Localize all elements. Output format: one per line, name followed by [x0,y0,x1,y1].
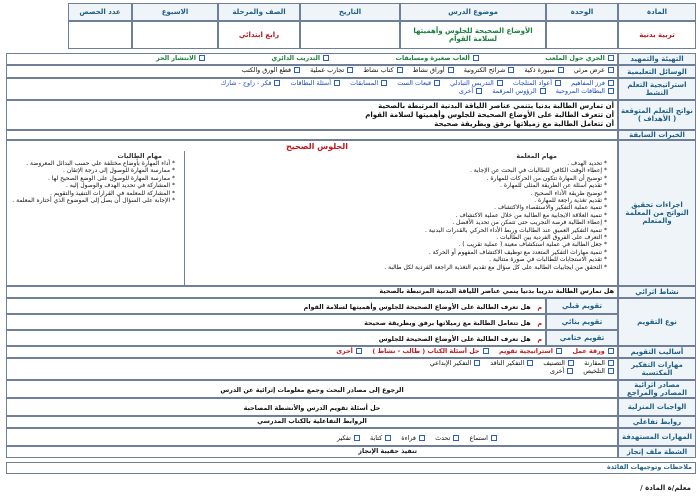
eval-type: تقويم قبلي [546,298,618,314]
activity-text: هل تمارس الطالبة تدريبا بدنيا ينمي عناصر اللياقة البدنية المرتبطة بالصحية [6,286,618,298]
eval-style-item: حل أسئلة الكتاب ( طالب - نشاط ) [372,347,480,355]
skill-item: المقارنة [584,359,605,367]
strategy-item: الرؤوس المرقمة [492,86,537,95]
aids-label: الوسائل التعليمية [618,65,696,78]
periods-value [68,21,132,49]
teacher-task-item: * توضيح أن المهارة تتكون من الحركات للمهارة . [486,174,607,182]
file-activity-text: تنفيذ حقيبة الإنجاز [6,446,618,458]
skill-item: التصنيف [543,359,565,367]
student-tasks [11,160,181,204]
strategy-item: أسئلة البطاقات [290,79,332,87]
teacher-task-item: * التعرف على الفروق الفردية بين الطالبات . [496,234,607,242]
check-icon[interactable] [567,368,573,374]
warmup-option: ألعاب صغيرة ومسابقات [395,54,470,62]
check-icon[interactable] [608,348,614,354]
check-icon[interactable] [491,435,497,441]
header-unit-label: الوحدة [546,3,618,21]
check-icon[interactable] [608,67,614,73]
check-icon[interactable] [199,55,205,61]
teacher-task-item: * تحديد الهدف . [567,160,607,167]
evaluation-label: نوع التقويم [618,298,696,346]
aid-item: قطع الورق والكتب [241,66,292,74]
links-text: الروابط التفاعلية بالكتاب المدرسي [6,416,618,428]
teacher-task-item: * تقديم تغذية راجعة للمهارة . [534,197,607,205]
skill-item: التلخيص [583,366,605,375]
aid-item: شرائح الكترونية [463,66,506,74]
check-icon[interactable] [540,88,546,94]
warmup-option: الجري حول الملعب [545,54,605,62]
warmup-options [6,53,618,65]
objective-line: أن تتعامل الطالبة مع زميلاتها برفق وبطريقة صحيحة [434,120,614,128]
check-icon[interactable] [434,80,440,86]
prior-box [6,130,618,140]
check-icon[interactable] [497,80,503,86]
activity-label: نشاط اثرائي [618,286,696,298]
skills-options [6,358,618,380]
check-icon[interactable] [473,55,479,61]
teacher-task-item: * تنمية العلاقة الايجابية مع الطالبة من خلال عملية الاكتشاف . [455,211,607,219]
check-icon[interactable] [508,67,514,73]
procedures-title: الجلوس الصحيح [285,142,349,151]
aid-item: سبورة ذكية [524,66,555,74]
divider [184,151,185,285]
procedures-box [6,140,618,286]
aid-item: أوراق نشاط [412,66,445,74]
strategy-item: المسابقات [350,79,379,87]
date-value [300,21,400,49]
check-icon[interactable] [568,360,574,366]
target-skill-item: تفكير [336,434,351,442]
check-icon[interactable] [274,80,280,86]
check-icon[interactable] [385,435,391,441]
check-icon[interactable] [354,435,360,441]
check-icon[interactable] [347,67,353,73]
check-icon[interactable] [556,348,562,354]
warmup-label: التهيئة والتمهيد [618,53,696,65]
file-activity-label: الشطة ملف إنجاز [618,446,696,458]
check-icon[interactable] [381,80,387,86]
check-icon[interactable] [334,80,340,86]
target-skill-item: قراءة [401,434,416,442]
student-task-item: * المشاركة في تحديد الهدف والوصول إليه . [66,182,175,190]
check-icon[interactable] [608,360,614,366]
homework-text: حل أسئلة تقويم الدرس والأنشطة المصاحبة [6,398,618,416]
check-icon[interactable] [608,55,614,61]
teacher-task-item: * تنمية التفكير العميق عند الطالبات وربط الأداء الحركي بالقدرات البدنية . [424,226,607,234]
grade-value: رابع ابتدائي [218,21,300,49]
target-skills-options [6,428,618,446]
check-icon[interactable] [608,80,614,86]
lesson-title-value: الأوضاع الصحيحة للجلوس وأهميتها لسلامة القوام [400,21,546,49]
strategy-item: البطاقات المروحية [555,86,605,95]
eval-style-label: أساليب التقويم [618,346,696,358]
header-periods-label: عدد الحصص [68,3,132,21]
sources-label: مصادر اثرائية المصادر والمراجع [618,380,696,398]
teacher-task-item: * تقديم أسئلة عن الطريقة المثلى للمهارة . [500,182,607,190]
objective-line: أن تتعرف الطالبة على الأوضاع الصحيحة للجلوس وأهميتها لسلامة القوام [365,111,614,119]
eval-question [6,298,546,314]
teacher-task-item: * تنمية مهارات التفكير المتعدد مع توظيف الاكتشاف المفهوم أو الحركة . [428,248,607,256]
check-icon[interactable] [453,435,459,441]
skills-label: مهارات التفكير المكتسبة [618,358,696,380]
check-icon[interactable] [483,348,489,354]
skill-item: أخرى [549,366,565,375]
teacher-tasks-heading: مهام المعلمة [516,152,557,160]
student-task-item: * أداء المهارة بأوضاع مختلفة على حسب البدائل المعروضة . [26,160,175,167]
teacher-task-item: * تقديم الاستجابات للطالبات في صورة متتالية . [489,256,607,264]
eval-mark: م [537,335,542,343]
header-lesson-label: موضوع الدرس [400,3,546,21]
student-tasks-heading: مهام الطالبات [117,152,162,160]
teacher-task-item: * جعل الطالبة في عملية استكشاف معينة ( عملية تقريب ) . [458,241,607,249]
warmup-option: التدريب الدائري [271,54,321,62]
strategy-item: أخرى [458,86,474,95]
skill-item: التفكير الناقد [490,359,525,367]
eval-question-text: هل تعرف الطالبة على الأوضاع الصحيحة للجلوس [378,335,531,343]
signature-label: معلم/ة المادة / [640,484,691,492]
homework-label: الواجبات المنزلية [618,398,696,416]
strategy-item: أعواد المثلجات [512,79,552,87]
check-icon[interactable] [448,67,454,73]
check-icon[interactable] [294,67,300,73]
skill-item: التفكير الإبداعي [429,359,472,367]
eval-mark: م [537,319,542,327]
strategy-item: فكر - زاوج - شارك [220,79,272,87]
eval-style-item: ورقة عمل [572,347,605,355]
teacher-task-item: * توضيح طريقة الأداء الصحيح . [530,189,607,197]
eval-style-options [6,346,618,358]
student-task-item: * ممارسة المهارة للوصول على الوضع الصحيح لها . [47,174,175,182]
aids-options [6,65,618,78]
objectives-label: نواتج التعلم المتوقعة ( الأهداف ) [618,100,696,130]
unit-value [546,21,618,49]
procedures-label: اجراءات تحقيق النواتج من المعلمة والمتعلم [618,140,696,286]
check-icon[interactable] [356,348,362,354]
objective-line: أن تمارس الطالبة بدنيا بتنمي عناصر اللياقة البدنية المرتبطة بالصحية [378,102,614,110]
eval-question-text: هل تتعامل الطالبة مع زميلاتها برفق وبطريقة صحيحة [364,319,531,327]
aid-item: تجارب عملية [310,66,345,74]
teacher-task-item: * تنمية عملية التفكير والاستقصاء والاكتشاف . [494,204,607,212]
strategies-label: استراتيجية التعلم النشط [618,78,696,100]
check-icon[interactable] [555,80,561,86]
eval-question [6,330,546,346]
aid-item: كتاب نشاط [363,66,394,74]
student-task-item: * الإجابة على السؤال أن يصل إلى الموضوع الذي أختاره المعلمة . [12,197,175,205]
eval-style-item: استراتيجية تقويم [499,347,553,355]
header-grade-label: الصف والمرحلة [218,3,300,21]
check-icon[interactable] [323,55,329,61]
check-icon[interactable] [558,67,564,73]
aid-item: عرض مرئي [573,66,605,74]
strategy-item: فرز المفاهيم [571,79,605,87]
student-task-item: * ممارسة المهارة للوصول إلى درجة الإتقان . [63,167,175,175]
eval-mark: م [537,303,542,311]
check-icon[interactable] [419,435,425,441]
strategy-item: قبعات الست [397,79,432,87]
teacher-task-item: * إعطاء الوقت الكافي للطالبات في البحث عن الإجابة . [469,167,607,175]
teacher-task-item: * إعطاء الطالبة فرصة التجريب حتى تتمكن من تحديد الأفضل . [452,219,607,227]
target-skill-item: كتابة [370,434,383,442]
teacher-task-item: * التحقق من ايجابيات الطالبة على كل سؤال مع تقديم التغذية الراجعة الفردية لكل طالبة . [384,263,607,271]
header-date-label: التاريخ [300,3,400,21]
strategy-item: التدريس التبادلي [450,79,494,87]
eval-question [6,314,546,330]
header-week-label: الاسبوع [132,3,218,21]
warmup-option: الانتشار الحر [155,54,196,62]
check-icon[interactable] [476,88,482,94]
target-skill-item: تحدث [435,434,451,442]
eval-type: تقويم بنائي [546,314,618,330]
student-task-item: * المشاركة للمعلمة في القرارات التنفيذ والتقويم . [50,189,175,197]
teacher-tasks [193,160,613,271]
prior-label: الخبرات السابقة [618,130,696,140]
sources-text: الرجوع إلى مصادر البحث وجمع معلومات إثرائية عن الدرس [6,380,618,398]
objectives-box [6,100,618,130]
check-icon[interactable] [608,368,614,374]
eval-style-item: أخرى [336,347,353,355]
links-label: روابط تفاعلي [618,416,696,428]
check-icon[interactable] [527,360,533,366]
check-icon[interactable] [608,88,614,94]
header-subject-label: المادة [618,3,696,21]
eval-type: تقويم ختامي [546,330,618,346]
week-value [132,21,218,49]
strategies-options [6,78,618,100]
eval-question-text: هل تعرف الطالبة على الأوضاع الصحيحة للجلوس وأهميتها لسلامة القوام [303,303,531,311]
check-icon[interactable] [474,360,480,366]
notes-label: ملاحظات وتوجيهات القائدة [6,462,696,474]
check-icon[interactable] [397,67,403,73]
subject-value: تربية بدنية [618,21,696,49]
target-skill-item: استماع [469,434,488,442]
target-skills-label: المهارات المستهدفة [618,428,696,446]
